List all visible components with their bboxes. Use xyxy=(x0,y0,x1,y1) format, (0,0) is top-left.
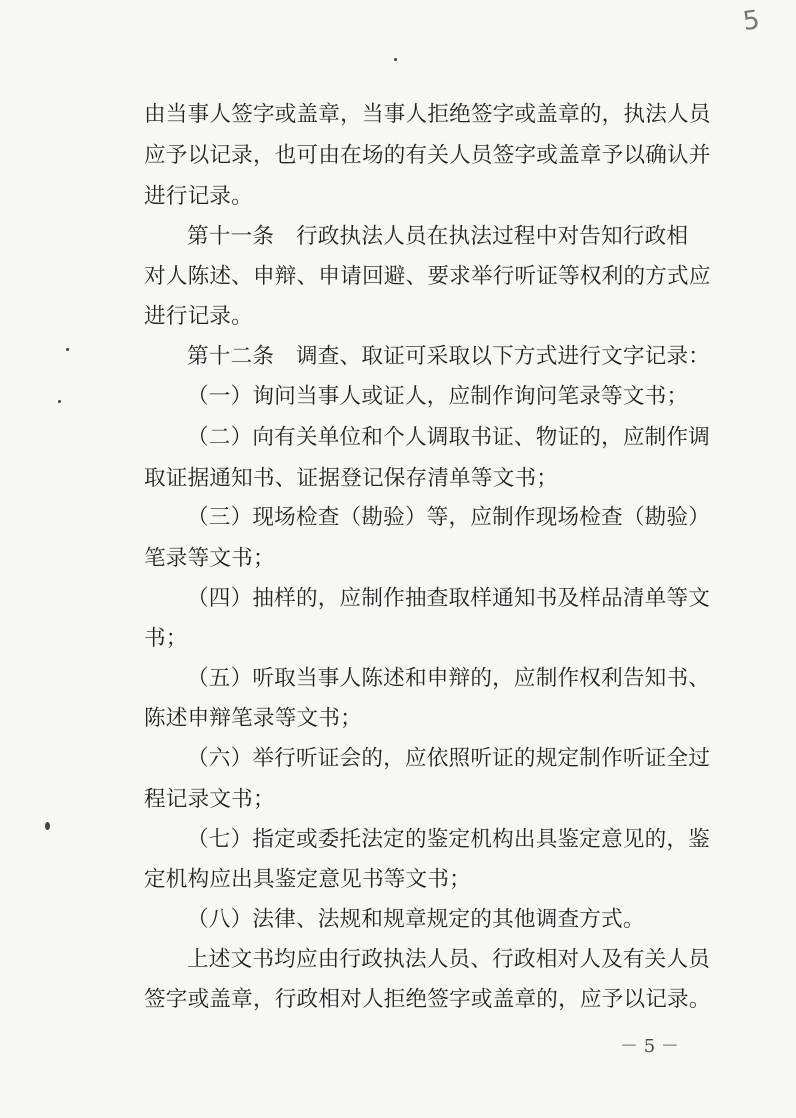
text-line: 程记录文书； xyxy=(144,787,275,812)
text-line: 进行记录。 xyxy=(144,184,253,209)
text-line: （一）询问当事人或证人，应制作询问笔录等文书； xyxy=(187,384,689,409)
text-line: 对人陈述、申辩、申请回避、要求举行听证等权利的方式应 xyxy=(144,264,711,289)
text-line: 取证据通知书、证据登记保存清单等文书； xyxy=(144,466,559,491)
text-line: 第十一条 行政执法人员在执法过程中对告知行政相 xyxy=(187,224,689,249)
text-line: （七）指定或委托法定的鉴定机构出具鉴定意见的，鉴 xyxy=(187,827,711,852)
text-line: 第十二条 调查、取证可采取以下方式进行文字记录： xyxy=(187,344,711,369)
text-line: 陈述申辩笔录等文书； xyxy=(144,706,362,731)
page-number: － 5 － xyxy=(620,1036,679,1057)
scan-speck xyxy=(45,822,50,830)
text-line: （三）现场检查（勘验）等，应制作现场检查（勘验） xyxy=(187,505,711,530)
text-line: （六）举行听证会的，应依照听证的规定制作听证全过 xyxy=(187,746,711,771)
text-line: （四）抽样的，应制作抽查取样通知书及样品清单等文 xyxy=(187,586,711,611)
handwritten-page-mark: 5 xyxy=(741,4,763,38)
scan-speck xyxy=(58,400,61,403)
text-line: （八）法律、法规和规章规定的其他调查方式。 xyxy=(187,907,645,932)
text-line: 进行记录。 xyxy=(144,304,253,329)
text-line: 书； xyxy=(144,626,188,651)
text-line: 上述文书均应由行政执法人员、行政相对人及有关人员 xyxy=(187,947,711,972)
text-line: 定机构应出具鉴定意见书等文书； xyxy=(144,867,471,892)
scan-speck xyxy=(66,348,69,351)
text-line: 应予以记录，也可由在场的有关人员签字或盖章予以确认并 xyxy=(144,143,711,168)
text-line: 签字或盖章，行政相对人拒绝签字或盖章的，应予以记录。 xyxy=(144,987,711,1012)
text-line: （五）听取当事人陈述和申辩的，应制作权利告知书、 xyxy=(187,666,711,691)
text-line: 由当事人签字或盖章，当事人拒绝签字或盖章的，执法人员 xyxy=(144,102,711,127)
text-line: （二）向有关单位和个人调取书证、物证的，应制作调 xyxy=(187,425,711,450)
text-line: 笔录等文书； xyxy=(144,546,275,571)
scan-speck xyxy=(394,58,397,61)
